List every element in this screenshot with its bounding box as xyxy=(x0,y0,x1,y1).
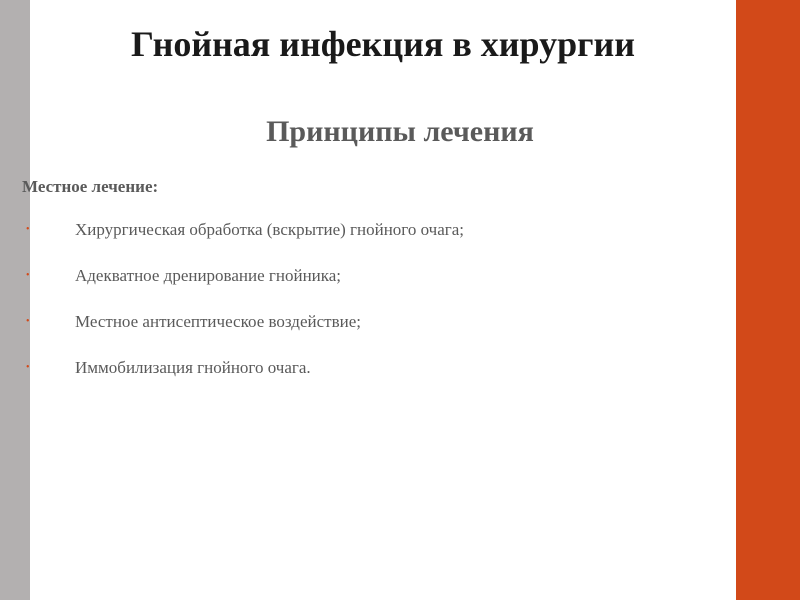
slide-subtitle: Принципы лечения xyxy=(266,115,534,148)
section-heading: Местное лечение: xyxy=(22,177,159,196)
list-item-text: Местное антисептическое воздействие; xyxy=(75,312,361,331)
slide-title: Гнойная инфекция в хирургии xyxy=(131,24,635,64)
list-item-text: Хирургическая обработка (вскрытие) гнойного очага; xyxy=(75,220,465,239)
bullet-icon: • xyxy=(26,270,30,281)
list-item xyxy=(22,357,722,403)
list-item xyxy=(22,265,722,311)
list-item xyxy=(22,219,722,265)
bullet-icon: • xyxy=(26,316,30,327)
list-item xyxy=(22,311,722,357)
list-item-text: Иммобилизация гнойного очага. xyxy=(75,358,311,377)
right-accent-bar xyxy=(736,0,800,600)
bullet-icon: • xyxy=(26,362,30,373)
bullet-list xyxy=(22,219,722,403)
list-item-text: Адекватное дренирование гнойника; xyxy=(75,266,342,285)
bullet-icon: • xyxy=(26,224,30,235)
